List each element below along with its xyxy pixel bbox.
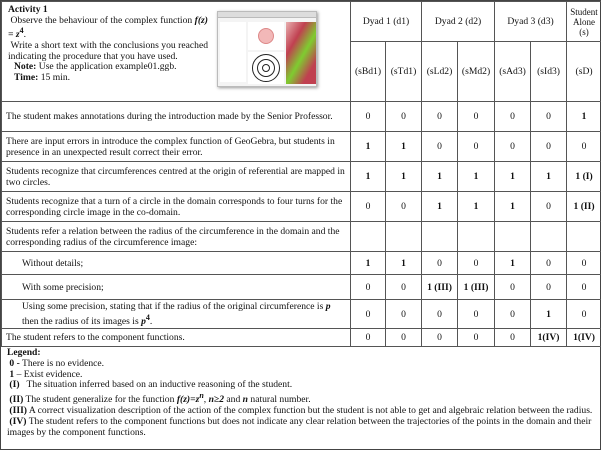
table-row [2, 192, 601, 222]
evidence-value: 1 (I) [567, 162, 601, 192]
legend-text: The student generalize for the function [23, 394, 177, 406]
evidence-value: 0 [567, 132, 601, 162]
table-row [2, 300, 601, 329]
group-header-student-alone: Student Alone (s) [567, 2, 601, 42]
evidence-value: 1 [422, 192, 458, 222]
evidence-value: 0 [351, 192, 386, 222]
subject-header: (sAd3) [495, 42, 531, 102]
evidence-value: 1(IV) [567, 329, 601, 347]
legend [1, 346, 601, 441]
criterion-cell: There are input errors in introduce the complex function of GeoGebra, but students in presence in an unexpected result correct their error. [2, 132, 351, 162]
evidence-value: 0 [351, 275, 386, 300]
evidence-value [531, 222, 567, 252]
criterion-cell: With some precision; [2, 275, 351, 300]
note-label: Note: [14, 61, 37, 73]
evidence-value: 0 [567, 300, 601, 329]
legend-key: (III) [9, 405, 27, 417]
evidence-value: 0 [458, 132, 495, 162]
evidence-value [351, 222, 386, 252]
evidence-value: 0 [567, 275, 601, 300]
evidence-value: 0 [351, 102, 386, 132]
instruction-text: Write a short text with the conclusions you reached indicating the procedure that you have used. [8, 39, 208, 62]
evidence-value: 1 [495, 162, 531, 192]
legend-key: (II) [9, 394, 24, 406]
legend-key: (I) [9, 379, 20, 391]
table-row [2, 102, 601, 132]
legend-item [7, 391, 595, 406]
evidence-value: 1 (II) [567, 192, 601, 222]
group-header-dyad-2: Dyad 2 (d2) [422, 2, 495, 42]
group-header-dyad-3: Dyad 3 (d3) [495, 2, 567, 42]
criterion-cell: The student refers to the component functions. [2, 329, 351, 347]
evidence-table [1, 1, 601, 347]
evidence-value: 0 [351, 329, 386, 347]
radius-exponent: 4 [145, 313, 150, 322]
legend-formula-exp: n [199, 391, 204, 401]
evidence-value: 1 [531, 162, 567, 192]
criterion-cell: Students refer a relation between the radius of the circumference in the domain and the corresponding radius of the circumference image: [2, 222, 351, 252]
criterion-text: . [149, 316, 153, 328]
evidence-value [386, 222, 422, 252]
radius-symbol: p [141, 316, 146, 328]
criterion-cell [2, 300, 351, 329]
punct: . [23, 29, 27, 41]
evidence-value: 0 [495, 329, 531, 347]
evidence-value [495, 222, 531, 252]
subject-header: (sTd1) [386, 42, 422, 102]
criterion-cell: The student makes annotations during the introduction made by the Senior Professor. [2, 102, 351, 132]
geogebra-screenshot-thumbnail [217, 11, 317, 87]
evidence-value: 1 [386, 162, 422, 192]
activity-title: Activity 1 [8, 4, 48, 15]
legend-formula: n≥2 [208, 394, 224, 406]
legend-formula: n [242, 394, 248, 406]
evidence-value: 1 [386, 132, 422, 162]
legend-text: , [203, 394, 209, 406]
evidence-value: 1 (III) [458, 275, 495, 300]
legend-title: Legend: [7, 347, 41, 358]
criterion-cell: Without details; [2, 252, 351, 275]
evidence-value: 0 [458, 300, 495, 329]
activity-instruction-2 [8, 41, 208, 62]
evidence-value: 1 [351, 162, 386, 192]
evidence-value: 1 [458, 192, 495, 222]
evidence-value: 0 [458, 329, 495, 347]
evidence-value: 0 [495, 102, 531, 132]
evidence-value: 0 [386, 275, 422, 300]
evidence-value: 1 [531, 300, 567, 329]
subject-header: (sBd1) [351, 42, 386, 102]
time-label: Time: [14, 71, 39, 83]
legend-text: and [224, 394, 243, 406]
evidence-value [567, 222, 601, 252]
evidence-value: 0 [531, 275, 567, 300]
evidence-value: 0 [458, 252, 495, 275]
evidence-value: 1 [351, 252, 386, 275]
legend-formula: f(z)=z [176, 394, 200, 406]
legend-key: (IV) [9, 415, 27, 427]
evidence-value: 1(IV) [531, 329, 567, 347]
criterion-cell: Students recognize that circumferences centred at the origin of referential are mapped in two circles. [2, 162, 351, 192]
activity-time [14, 73, 208, 84]
evidence-value: 0 [458, 102, 495, 132]
evidence-value: 0 [422, 329, 458, 347]
note-text: Use the application example01.ggb. [36, 61, 177, 73]
time-text: 15 min. [38, 71, 71, 83]
subject-header: (sLd2) [422, 42, 458, 102]
evidence-value: 0 [422, 102, 458, 132]
table-row [2, 329, 601, 347]
subject-header: (sMd2) [458, 42, 495, 102]
instruction-text: Observe the behaviour of the complex function [10, 14, 195, 26]
legend-key: 0 - [9, 357, 20, 369]
evidence-value: 0 [351, 300, 386, 329]
evidence-value: 0 [495, 275, 531, 300]
table-row [2, 275, 601, 300]
legend-text: – Exist evidence. [14, 368, 83, 380]
evidence-value: 0 [422, 252, 458, 275]
table-row [2, 162, 601, 192]
evidence-value: 0 [495, 300, 531, 329]
legend-item [7, 380, 595, 391]
legend-text: The situation inferred based on an inductive reasoning of the student. [19, 379, 293, 391]
criterion-cell: Students recognize that a turn of a circle in the domain corresponds to four turns for the corresponding circle image in the co-domain. [2, 192, 351, 222]
subject-header: (sId3) [531, 42, 567, 102]
evidence-value: 1 [495, 252, 531, 275]
evidence-value: 1 [458, 162, 495, 192]
evidence-value: 1 [351, 132, 386, 162]
legend-text: A correct visualization description of the action of the complex function but the student is not able to get and algebraic relation between the radius. [27, 405, 593, 417]
evidence-value: 0 [531, 102, 567, 132]
legend-text: There is no evidence. [19, 357, 105, 369]
legend-text: natural number. [248, 394, 311, 406]
evidence-value: 1 [567, 102, 601, 132]
evidence-value: 0 [531, 192, 567, 222]
table-row [2, 252, 601, 275]
table-row [2, 132, 601, 162]
legend-text: The student refers to the component functions but does not indicate any clear relation between the trajectories of the points in the domain and their images by the component functions. [7, 415, 592, 438]
table-row [2, 222, 601, 252]
function-exponent: 4 [19, 26, 24, 36]
evidence-value: 0 [386, 192, 422, 222]
activity-description [2, 2, 351, 102]
evidence-value [458, 222, 495, 252]
group-header-dyad-1: Dyad 1 (d1) [351, 2, 422, 42]
evidence-value: 0 [386, 102, 422, 132]
evidence-value: 1 [495, 192, 531, 222]
evidence-value: 0 [567, 252, 601, 275]
radius-symbol: p [325, 301, 331, 312]
legend-item [7, 417, 595, 439]
evidence-value: 1 [386, 252, 422, 275]
evidence-value: 1 [422, 162, 458, 192]
criterion-text: then the radius of its images is [22, 316, 142, 328]
evidence-value: 0 [386, 300, 422, 329]
activity-instruction-1 [8, 16, 208, 41]
subject-header: (sD) [567, 42, 601, 102]
function-formula: f(z) = z [8, 14, 208, 41]
evidence-value: 0 [422, 132, 458, 162]
evidence-value: 0 [531, 132, 567, 162]
evidence-value: 0 [531, 252, 567, 275]
legend-key: 1 [9, 368, 15, 380]
evidence-value: 1 (III) [422, 275, 458, 300]
evidence-value: 0 [386, 329, 422, 347]
evidence-value: 0 [422, 300, 458, 329]
legend-item [7, 359, 595, 370]
evidence-value: 0 [495, 132, 531, 162]
evidence-value [422, 222, 458, 252]
criterion-text: Using some precision, stating that if the radius of the original circumference is [22, 301, 326, 312]
